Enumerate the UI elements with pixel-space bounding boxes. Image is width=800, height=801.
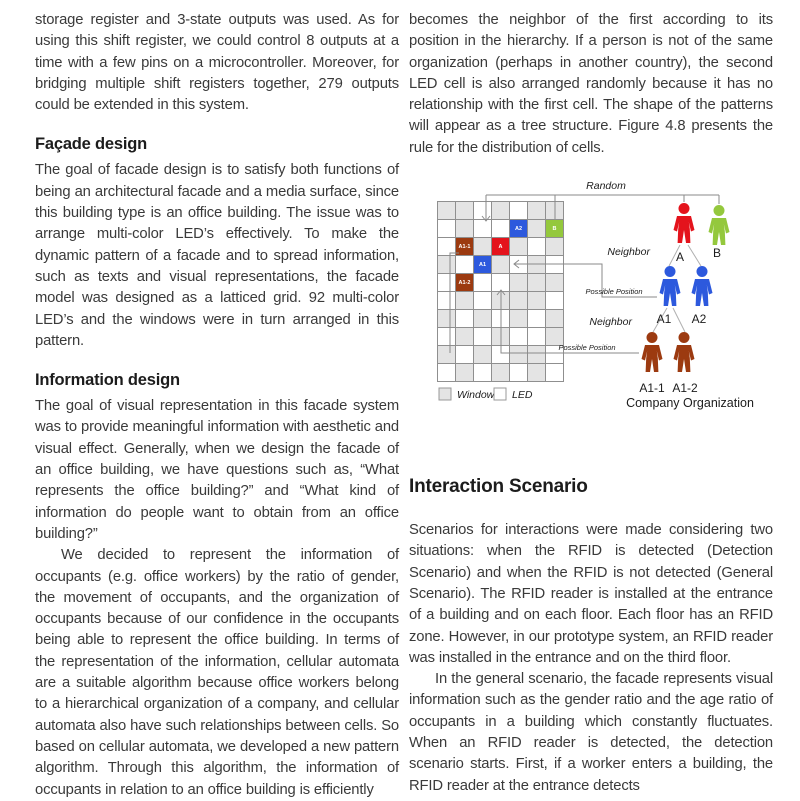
grid-cell-a2: A2 [510, 220, 528, 238]
grid-cell-window [438, 202, 456, 220]
heading-interaction-scenario: Interaction Scenario [409, 476, 588, 498]
tree-edge-a [669, 245, 701, 266]
grid-cell-window [474, 238, 492, 256]
grid-cell-window [510, 274, 528, 292]
tree-edge-a1 [653, 308, 685, 332]
grid-cell-window [456, 220, 474, 238]
grid-cell-window [474, 346, 492, 364]
grid-cell-window [546, 274, 564, 292]
person-a2-icon [692, 266, 713, 306]
legend-window-label: Window [457, 389, 495, 402]
grid-cell-window [546, 310, 564, 328]
grid-cell-window [492, 256, 510, 274]
person-a12-icon [674, 332, 695, 372]
grid-cell-window [528, 202, 546, 220]
grid-cell-led [474, 274, 492, 292]
grid-cell-window [546, 328, 564, 346]
grid-cell-led [492, 310, 510, 328]
paragraph-information-design: The goal of visual representation in this facade system was to provide meaningful information with aesthetic and visual effect. Generally, when we design the facade of an office building, we have questions such as, “What represents the office building?” and “What kind of information do people want to obtain from an office building?” [35, 398, 399, 542]
node-label-a2: A2 [691, 312, 707, 327]
grid-cell-window [528, 364, 546, 382]
grid-cell-led [438, 364, 456, 382]
person-a-icon [674, 203, 695, 243]
node-label-a1: A1 [656, 312, 672, 327]
person-a11-icon [642, 332, 663, 372]
legend-window-swatch [439, 388, 451, 400]
grid-cell-led [474, 220, 492, 238]
label-neighbor-2: Neighbor [589, 316, 632, 329]
person-a1-icon [660, 266, 681, 306]
grid-cell-window [546, 238, 564, 256]
figure-caption: Company Organization [626, 396, 754, 411]
grid-cell-led [456, 256, 474, 274]
grid-cell-led [438, 238, 456, 256]
grid-cell-led [492, 346, 510, 364]
node-label-a: A [675, 250, 685, 265]
node-label-a11: A1-1 [639, 381, 665, 396]
grid-cell-led [474, 202, 492, 220]
grid-cell-led [546, 256, 564, 274]
left-column [35, 10, 399, 800]
grid-cell-window [492, 292, 510, 310]
grid-cell-led [510, 202, 528, 220]
paragraph-general-scenario: In the general scenario, the facade represents visual information such as the gender ratio and the age ratio of occupants in a building which constantly fluctuates. When an RFID reader is detected, the detection scenario starts. First, if a worker enters a building, the RFID reader at the entrance detects [409, 671, 773, 794]
label-possible-position-1: Possible Position [585, 287, 643, 297]
grid-cell-window [510, 346, 528, 364]
grid-cell-window [438, 256, 456, 274]
grid-cell-window [510, 238, 528, 256]
paragraph-facade-design: The goal of facade design is to satisfy both functions of being an architectural facade and a media surface, since this building type is an office building. The issue was to arrange multi-color LED’s effectively. To make the dynamic pattern of a facade and to spread information, such as texts and visual representations, the facade model was designed as a latticed grid. 92 multi-color LED’s and the windows were in turn arranged in this pattern. [35, 162, 399, 349]
grid-cell-window [546, 202, 564, 220]
grid-cell-window [528, 220, 546, 238]
grid-cell-window [528, 274, 546, 292]
grid-cell-led [438, 292, 456, 310]
legend-led-label: LED [512, 389, 533, 402]
grid-cell-led [510, 364, 528, 382]
grid-cell-b: B [546, 220, 564, 238]
figure-cell-distribution [409, 169, 774, 461]
grid-cell-led [510, 256, 528, 274]
paragraph-shift-register: storage register and 3-state outputs was used. As for using this shift register, we could control 8 outputs at a time with a few pins on a microcontroller. Moreover, for bridging multiple shift registers together, 279 outputs could be extended in this system. [35, 12, 399, 114]
right-column [409, 10, 773, 800]
grid-cell-window [456, 328, 474, 346]
node-label-a12: A1-2 [672, 381, 698, 396]
legend-led-swatch [494, 388, 506, 400]
grid-cell-led [546, 364, 564, 382]
grid-cell-led [474, 328, 492, 346]
heading-information-design: Information design [35, 371, 180, 390]
grid-cell-led [474, 364, 492, 382]
heading-facade-design: Façade design [35, 135, 148, 154]
grid-cell-window [456, 202, 474, 220]
grid-cell-led [492, 220, 510, 238]
grid-cell-a1: A1 [474, 256, 492, 274]
paragraph-occupants: We decided to represent the information of occupants (e.g. office workers) by the ratio of gender, the movement of occupants, and the organization of occupants because of our confidence in the occupants being able to represent the office building. In terms of the representation of the information, cellular automata are a suitable algorithm because office workers belong to a hierarchical organization of a company, and cellular automata also have such relationships between cells. So based on cellular automata, we developed a new pattern algorithm. Through this algorithm, the information of occupants in relation to an office building is efficiently [35, 547, 399, 798]
grid-cell-window [492, 364, 510, 382]
grid-cell-window [510, 292, 528, 310]
grid-cell-window [438, 346, 456, 364]
grid-cell-window [438, 310, 456, 328]
grid-cell-led [438, 274, 456, 292]
label-possible-position-2: Possible Position [558, 343, 616, 353]
grid-cell-window [528, 256, 546, 274]
grid-cell-led [510, 328, 528, 346]
paragraph-neighbor-rule: becomes the neighbor of the first according to its position in the hierarchy. If a person is not of the same organization (perhaps in another country), the second LED cell is also arranged randomly because it has no relationship with the first cell. The shape of the patterns will appear as a tree structure. Figure 4.8 presents the rule for the distribution of cells. [409, 12, 773, 156]
grid-cell-a1-2: A1-2 [456, 274, 474, 292]
grid-cell-led [438, 220, 456, 238]
grid-cell-a1-1: A1-1 [456, 238, 474, 256]
grid-cell-led [528, 310, 546, 328]
grid-cell-window [456, 364, 474, 382]
grid-cell-window [456, 292, 474, 310]
grid-cell-window [528, 346, 546, 364]
grid-cell-led [438, 328, 456, 346]
grid-cell-led [546, 292, 564, 310]
grid-cell-window [510, 310, 528, 328]
facade-grid [437, 201, 564, 382]
grid-cell-window [528, 292, 546, 310]
grid-cell-led [492, 274, 510, 292]
grid-cell-led [456, 346, 474, 364]
grid-cell-window [492, 328, 510, 346]
person-b-icon [709, 205, 730, 245]
node-label-b: B [712, 246, 722, 261]
grid-cell-led [456, 310, 474, 328]
grid-cell-a: A [492, 238, 510, 256]
label-random: Random [586, 180, 626, 193]
label-neighbor-1: Neighbor [607, 246, 650, 259]
grid-cell-window [474, 310, 492, 328]
grid-cell-led [528, 328, 546, 346]
grid-cell-led [528, 238, 546, 256]
paragraph-scenarios: Scenarios for interactions were made considering two situations: when the RFID is detected (Detection Scenario) and when the RFID is not detected (General Scenario). The RFID reader is installed at the entrance of a building and on each floor. Each floor has an RFID zone. However, in our prototype system, an RFID reader was installed in the entrance and on the third floor. [409, 522, 773, 666]
grid-cell-led [474, 292, 492, 310]
grid-cell-window [492, 202, 510, 220]
grid-cell-led [546, 346, 564, 364]
